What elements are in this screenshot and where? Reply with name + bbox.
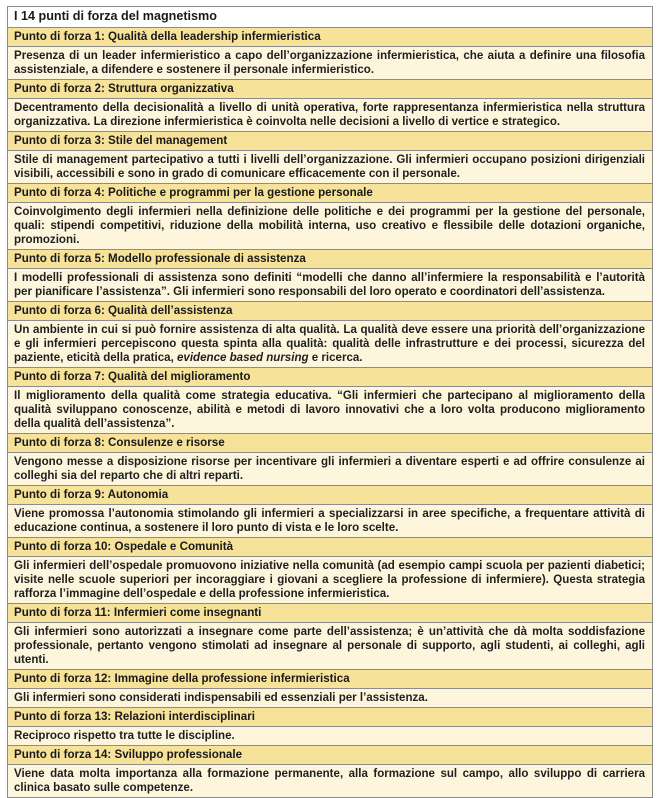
section-12 [8, 670, 652, 708]
section-heading: Punto di forza 10: Ospedale e Comunità [8, 538, 652, 557]
section-text-italic: evidence based nursing [177, 352, 309, 364]
section-heading: Punto di forza 4: Politiche e programmi per la gestione personale [8, 184, 652, 203]
section-text: Il miglioramento della qualità come strategia educativa. “Gli infermieri che partecipano al miglioramento della qualità sviluppano conoscenze, abilità e metodi di lavoro innovativi che a loro volta producono miglioramento della qualità dell’assistenza”. [8, 387, 652, 434]
strengths-table [7, 6, 653, 798]
section-text [8, 321, 652, 368]
section-text: Gli infermieri sono autorizzati a insegnare come parte dell’assistenza; è un’attività che dà molta soddisfazione professionale, pertanto vengono stimolati ad insegnare al personale di supporto, agli studenti, ai colleghi, agli utenti. [8, 623, 652, 670]
section-13 [8, 708, 652, 746]
section-6 [8, 302, 652, 368]
section-heading: Punto di forza 13: Relazioni interdisciplinari [8, 708, 652, 727]
section-text: Gli infermieri sono considerati indispensabili ed essenziali per l’assistenza. [8, 689, 652, 708]
section-heading: Punto di forza 5: Modello professionale di assistenza [8, 250, 652, 269]
section-text: Presenza di un leader infermieristico a capo dell’organizzazione infermieristica, che aiuta a definire una filosofia assistenziale, a difendere e sostenere il personale infermieristico. [8, 47, 652, 80]
section-2 [8, 80, 652, 132]
section-text: Viene promossa l’autonomia stimolando gli infermieri a specializzarsi in aree specifiche, a frequentare attività di educazione continua, a sostenere il loro punto di vista e le loro scelte. [8, 505, 652, 538]
section-7 [8, 368, 652, 434]
section-text: Viene data molta importanza alla formazione permanente, alla formazione sul campo, allo sviluppo di carriera clinica basato sulle competenze. [8, 765, 652, 797]
section-9 [8, 486, 652, 538]
section-14 [8, 746, 652, 797]
section-text-part: Un ambiente in cui si può fornire assistenza di alta qualità. La qualità deve essere una priorità dell’organizzazione e gli infermieri percepiscono questa spinta alla qualità: qualità delle infrastrutture e dei processi, sicurezza del paziente, eticità della pratica, [14, 324, 645, 364]
section-1 [8, 28, 652, 80]
section-text: Stile di management partecipativo a tutti i livelli dell’organizzazione. Gli infermieri occupano posizioni dirigenziali visibili, accessibili e sono in grado di comunicare efficacemente con il personale. [8, 151, 652, 184]
section-10 [8, 538, 652, 604]
section-heading: Punto di forza 6: Qualità dell’assistenza [8, 302, 652, 321]
section-heading: Punto di forza 8: Consulenze e risorse [8, 434, 652, 453]
table-title: I 14 punti di forza del magnetismo [8, 7, 652, 28]
section-text: Decentramento della decisionalità a livello di unità operativa, forte rappresentanza infermieristica nella struttura organizzativa. La direzione infermieristica è coinvolta nelle decisioni a livello di vertice e strategico. [8, 99, 652, 132]
section-heading: Punto di forza 9: Autonomia [8, 486, 652, 505]
section-8 [8, 434, 652, 486]
section-11 [8, 604, 652, 670]
section-text-part: e ricerca. [308, 352, 363, 364]
section-text: Coinvolgimento degli infermieri nella definizione delle politiche e dei programmi per la gestione del personale, quali: stipendi competitivi, riduzione della mobilità interna, uso creativo e flessibile delle dotazioni organiche, promozioni. [8, 203, 652, 250]
section-3 [8, 132, 652, 184]
section-text: Vengono messe a disposizione risorse per incentivare gli infermieri a diventare esperti e ad offrire consulenze ai colleghi sia del reparto che di altri reparti. [8, 453, 652, 486]
section-text: I modelli professionali di assistenza sono definiti “modelli che danno all’infermiere la responsabilità e l’autorità per pianificare l’assistenza”. Gli infermieri sono responsabili del loro operato e coordinatori dell’assistenza. [8, 269, 652, 302]
section-5 [8, 250, 652, 302]
section-heading: Punto di forza 3: Stile del management [8, 132, 652, 151]
section-text: Reciproco rispetto tra tutte le discipline. [8, 727, 652, 746]
section-heading: Punto di forza 11: Infermieri come insegnanti [8, 604, 652, 623]
section-heading: Punto di forza 1: Qualità della leadership infermieristica [8, 28, 652, 47]
section-heading: Punto di forza 12: Immagine della professione infermieristica [8, 670, 652, 689]
section-heading: Punto di forza 14: Sviluppo professionale [8, 746, 652, 765]
section-heading: Punto di forza 2: Struttura organizzativa [8, 80, 652, 99]
section-4 [8, 184, 652, 250]
section-text: Gli infermieri dell’ospedale promuovono iniziative nella comunità (ad esempio campi scuola per pazienti diabetici; visite nelle scuole superiori per incoraggiare i giovani a scegliere la professione di infermiere). Questa strategia rafforza l’immagine dell’ospedale e della professione infermieristica. [8, 557, 652, 604]
section-heading: Punto di forza 7: Qualità del miglioramento [8, 368, 652, 387]
